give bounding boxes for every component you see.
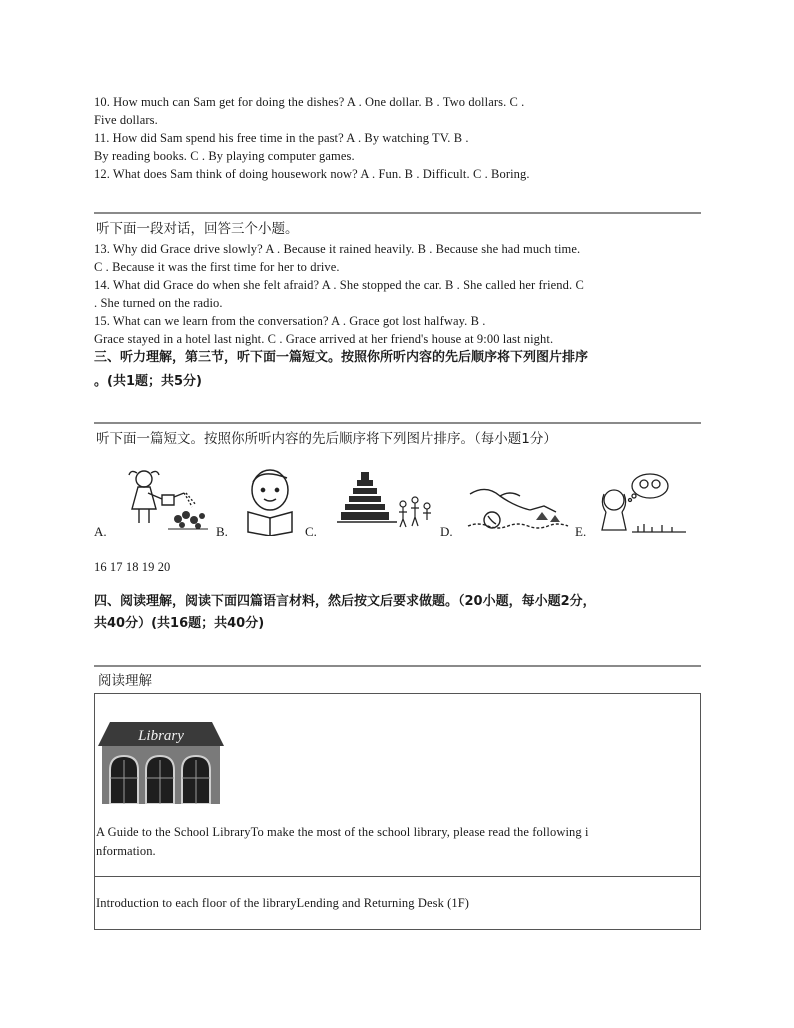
- question-14-line1: 14. What did Grace do when she felt afraid? A . She stopped the car. B . She called her friend. C: [94, 278, 584, 292]
- question-10-line1: 10. How much can Sam get for doing the dishes? A . One dollar. B . Two dollars. C .: [94, 95, 525, 109]
- question-15-line2: Grace stayed in a hotel last night. C . Grace arrived at her friend's house at 9:00 last night.: [94, 332, 554, 346]
- reading-sub-heading: 阅读理解: [98, 673, 152, 689]
- section4-title-line1: 四、阅读理解，阅读下面四篇语言材料，然后按文后要求做题。（20小题，每小题2分，: [94, 594, 596, 609]
- box-divider: [94, 876, 701, 877]
- divider: [94, 422, 701, 424]
- girl-thinking-of-family-icon: [592, 470, 688, 536]
- answer-numbers: 16 17 18 19 20: [94, 560, 171, 574]
- question-13-line2: C . Because it was the first time for her to drive.: [94, 260, 340, 274]
- question-11-line1: 11. How did Sam spend his free time in the past? A . By watching TV. B .: [94, 131, 469, 145]
- girl-watering-flowers-icon: [118, 463, 210, 533]
- section3-title-line1: 三、听力理解，第三节，听下面一篇短文。按照你所听内容的先后顺序将下列图片排序: [94, 350, 589, 365]
- section4-title-line2: 共40分）(共16题；共40分): [94, 616, 265, 631]
- intro-text: Introduction to each floor of the libraryLending and Returning Desk (1F): [96, 896, 470, 910]
- boy-reading-book-icon: [242, 466, 298, 536]
- person-swimming-icon: [466, 480, 570, 534]
- guide-text-line1: A Guide to the School LibraryTo make the most of the school library, please read the following i: [96, 825, 589, 839]
- pagoda-with-people-icon: [335, 468, 435, 534]
- section3-title-line2: 。(共1题；共5分): [94, 374, 202, 389]
- divider: [94, 665, 701, 667]
- picture-label-a: A.: [94, 524, 107, 539]
- question-15-line1: 15. What can we learn from the conversation? A . Grace got lost halfway. B .: [94, 314, 486, 328]
- library-building-icon: [96, 716, 226, 804]
- question-11-line2: By reading books. C . By playing computer games.: [94, 149, 355, 163]
- picture-label-d: D.: [440, 524, 453, 539]
- question-10-line2: Five dollars.: [94, 113, 158, 127]
- question-14-line2: . She turned on the radio.: [94, 296, 223, 310]
- question-12-line1: 12. What does Sam think of doing housework now? A . Fun. B . Difficult. C . Boring.: [94, 167, 530, 181]
- picture-label-c: C.: [305, 524, 317, 539]
- picture-label-b: B.: [216, 524, 228, 539]
- library-sign: Library: [138, 728, 184, 744]
- guide-text-line2: nformation.: [96, 844, 156, 858]
- section3-instruction: 听下面一篇短文。按照你所听内容的先后顺序将下列图片排序。（每小题1分）: [96, 431, 557, 447]
- divider: [94, 212, 701, 214]
- picture-label-e: E.: [575, 524, 587, 539]
- dialogue-heading: 听下面一段对话，回答三个小题。: [96, 221, 299, 237]
- question-13-line1: 13. Why did Grace drive slowly? A . Because it rained heavily. B . Because she had much time.: [94, 242, 581, 256]
